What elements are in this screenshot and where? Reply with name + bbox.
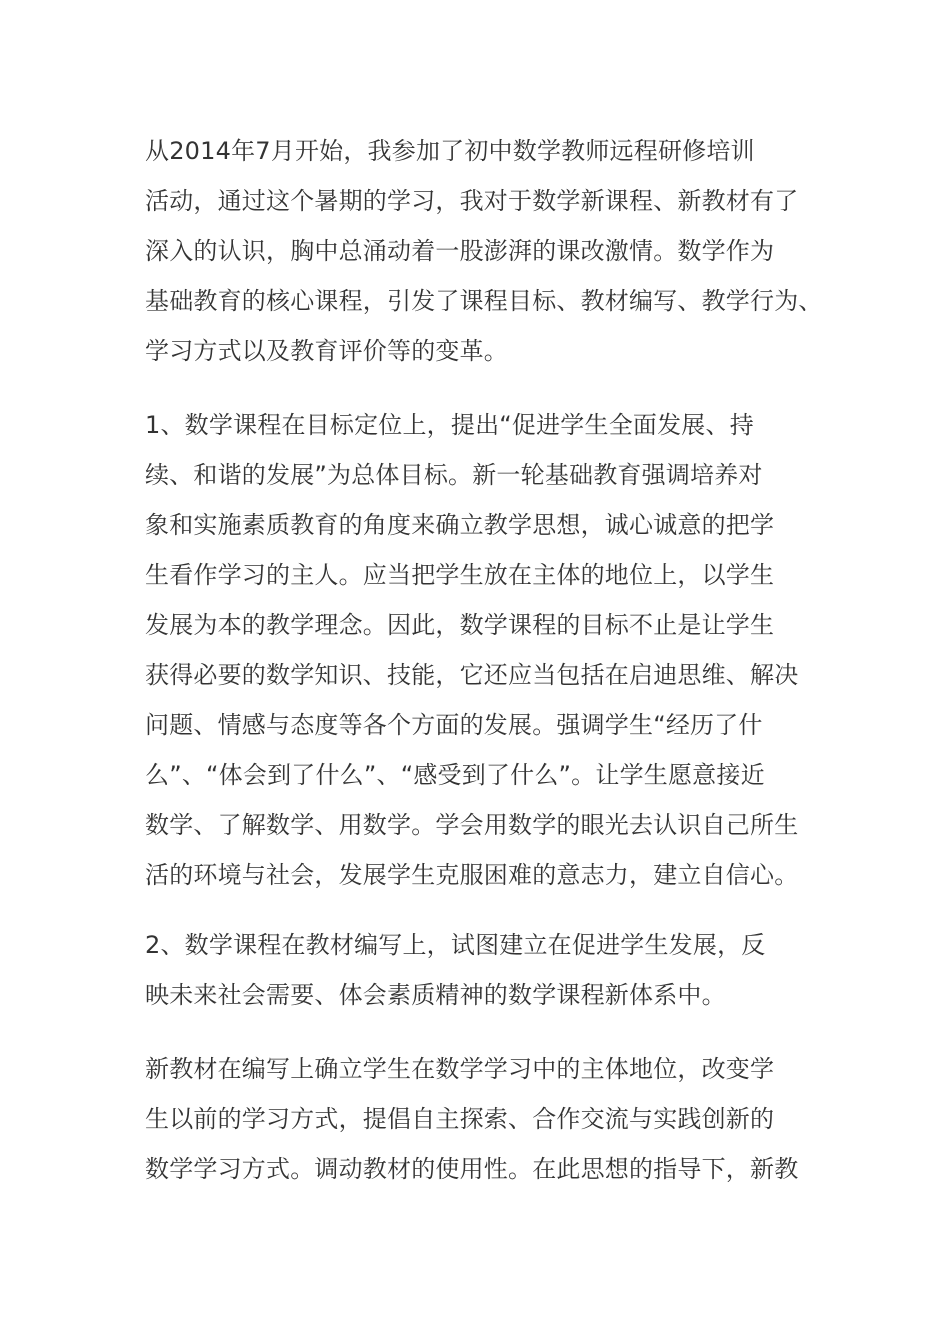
text-line: 映未来社会需要、体会素质精神的数学课程新体系中。: [145, 981, 726, 1009]
text-line: 生以前的学习方式，提倡自主探索、合作交流与实践创新的: [145, 1105, 775, 1133]
text-line: 么”、“体会到了什么”、“感受到了什么”。让学生愿意接近: [145, 761, 765, 789]
text-line: 从2014年7月开始，我参加了初中数学教师远程研修培训: [145, 137, 755, 165]
paragraph-point-2: [145, 920, 845, 1020]
text-line: 生看作学习的主人。应当把学生放在主体的地位上，以学生: [145, 561, 775, 589]
paragraph-point-1: [145, 400, 845, 900]
text-line: 基础教育的核心课程，引发了课程目标、教材编写、教学行为、: [145, 287, 823, 315]
text-line: 学习方式以及教育评价等的变革。: [145, 337, 508, 365]
text-line: 活动，通过这个暑期的学习，我对于数学新课程、新教材有了: [145, 187, 799, 215]
paragraph-intro: [145, 126, 845, 376]
text-line: 活的环境与社会，发展学生克服困难的意志力，建立自信心。: [145, 861, 799, 889]
text-line: 数学、了解数学、用数学。学会用数学的眼光去认识自己所生: [145, 811, 799, 839]
paragraph-new-textbook: [145, 1044, 845, 1194]
text-line: 1、数学课程在目标定位上，提出“促进学生全面发展、持: [145, 411, 754, 439]
text-line: 发展为本的教学理念。因此，数学课程的目标不止是让学生: [145, 611, 775, 639]
text-line: 续、和谐的发展”为总体目标。新一轮基础教育强调培养对: [145, 461, 763, 489]
text-line: 新教材在编写上确立学生在数学学习中的主体地位，改变学: [145, 1055, 775, 1083]
text-line: 数学学习方式。调动教材的使用性。在此思想的指导下，新教: [145, 1155, 799, 1183]
text-line: 问题、情感与态度等各个方面的发展。强调学生“经历了什: [145, 711, 763, 739]
text-line: 象和实施素质教育的角度来确立教学思想，诚心诚意的把学: [145, 511, 775, 539]
text-line: 获得必要的数学知识、技能，它还应当包括在启迪思维、解决: [145, 661, 799, 689]
text-line: 深入的认识，胸中总涌动着一股澎湃的课改激情。数学作为: [145, 237, 775, 265]
text-line: 2、数学课程在教材编写上，试图建立在促进学生发展，反: [145, 931, 766, 959]
